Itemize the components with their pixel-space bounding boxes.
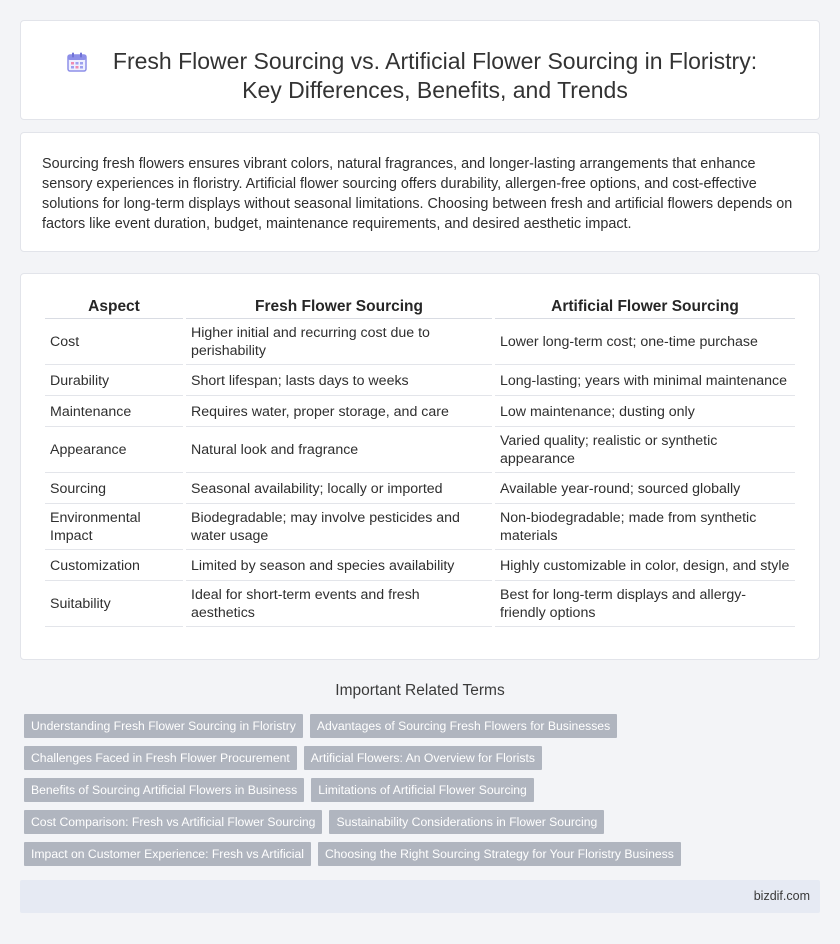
column-header-fresh: Fresh Flower Sourcing — [186, 297, 492, 319]
table-row — [45, 504, 795, 550]
related-term-link[interactable]: Impact on Customer Experience: Fresh vs Artificial — [24, 842, 311, 866]
related-terms-heading: Important Related Terms — [335, 682, 505, 699]
table-cell: Higher initial and recurring cost due to perishability — [186, 319, 492, 365]
table-row — [45, 365, 795, 396]
table-cell: Environmental Impact — [45, 504, 183, 550]
intro-card — [20, 132, 820, 252]
column-header-artificial: Artificial Flower Sourcing — [495, 297, 795, 319]
table-cell: Appearance — [45, 427, 183, 473]
table-row — [45, 550, 795, 581]
related-term-link[interactable]: Cost Comparison: Fresh vs Artificial Flower Sourcing — [24, 810, 322, 834]
related-term-link[interactable]: Advantages of Sourcing Fresh Flowers for Businesses — [310, 714, 617, 738]
table-row — [45, 473, 795, 504]
title-card — [20, 20, 820, 120]
table-cell: Customization — [45, 550, 183, 581]
related-terms-row — [24, 842, 681, 866]
related-term-link[interactable]: Sustainability Considerations in Flower Sourcing — [329, 810, 604, 834]
table-row — [45, 581, 795, 627]
table-cell: Requires water, proper storage, and care — [186, 396, 492, 427]
related-terms-row — [24, 810, 604, 834]
table-cell: Non-biodegradable; made from synthetic materials — [495, 504, 795, 550]
comparison-table-card — [20, 273, 820, 660]
table-row — [45, 396, 795, 427]
column-header-aspect: Aspect — [45, 297, 183, 319]
table-cell: Lower long-term cost; one-time purchase — [495, 319, 795, 365]
table-row — [45, 427, 795, 473]
related-term-link[interactable]: Benefits of Sourcing Artificial Flowers in Business — [24, 778, 304, 802]
table-cell: Low maintenance; dusting only — [495, 396, 795, 427]
table-cell: Seasonal availability; locally or imported — [186, 473, 492, 504]
page-title: Fresh Flower Sourcing vs. Artificial Flower Sourcing in Floristry: Key Differences, Benefits, and Trends — [112, 48, 758, 103]
table-cell: Suitability — [45, 581, 183, 627]
footer-bar — [20, 880, 820, 913]
comparison-table — [42, 297, 798, 627]
table-cell: Durability — [45, 365, 183, 396]
table-cell: Natural look and fragrance — [186, 427, 492, 473]
table-cell: Limited by season and species availability — [186, 550, 492, 581]
related-term-link[interactable]: Understanding Fresh Flower Sourcing in Floristry — [24, 714, 303, 738]
table-cell: Varied quality; realistic or synthetic appearance — [495, 427, 795, 473]
table-cell: Short lifespan; lasts days to weeks — [186, 365, 492, 396]
table-cell: Long-lasting; years with minimal maintenance — [495, 365, 795, 396]
intro-paragraph: Sourcing fresh flowers ensures vibrant colors, natural fragrances, and longer-lasting arrangements that enhance sensory experiences in floristry. Artificial flower sourcing offers durability, allergen-free options, and cost-effective solutions for long-term displays without seasonal limitations. Choosing between fresh and artificial flowers depends on factors like event duration, budget, maintenance requirements, and desired aesthetic impact. — [42, 156, 793, 232]
table-cell: Best for long-term displays and allergy-friendly options — [495, 581, 795, 627]
related-terms-row — [24, 714, 617, 738]
table-row — [45, 319, 795, 365]
related-term-link[interactable]: Artificial Flowers: An Overview for Florists — [304, 746, 542, 770]
related-term-link[interactable]: Challenges Faced in Fresh Flower Procurement — [24, 746, 297, 770]
site-name[interactable]: bizdif.com — [753, 889, 810, 903]
table-cell: Maintenance — [45, 396, 183, 427]
related-term-link[interactable]: Choosing the Right Sourcing Strategy for Your Floristry Business — [318, 842, 681, 866]
table-cell: Highly customizable in color, design, and style — [495, 550, 795, 581]
table-cell: Ideal for short-term events and fresh aesthetics — [186, 581, 492, 627]
related-terms-row — [24, 746, 542, 770]
related-terms-row — [24, 778, 534, 802]
table-cell: Available year-round; sourced globally — [495, 473, 795, 504]
table-cell: Sourcing — [45, 473, 183, 504]
related-term-link[interactable]: Limitations of Artificial Flower Sourcing — [311, 778, 534, 802]
table-cell: Cost — [45, 319, 183, 365]
table-cell: Biodegradable; may involve pesticides and water usage — [186, 504, 492, 550]
